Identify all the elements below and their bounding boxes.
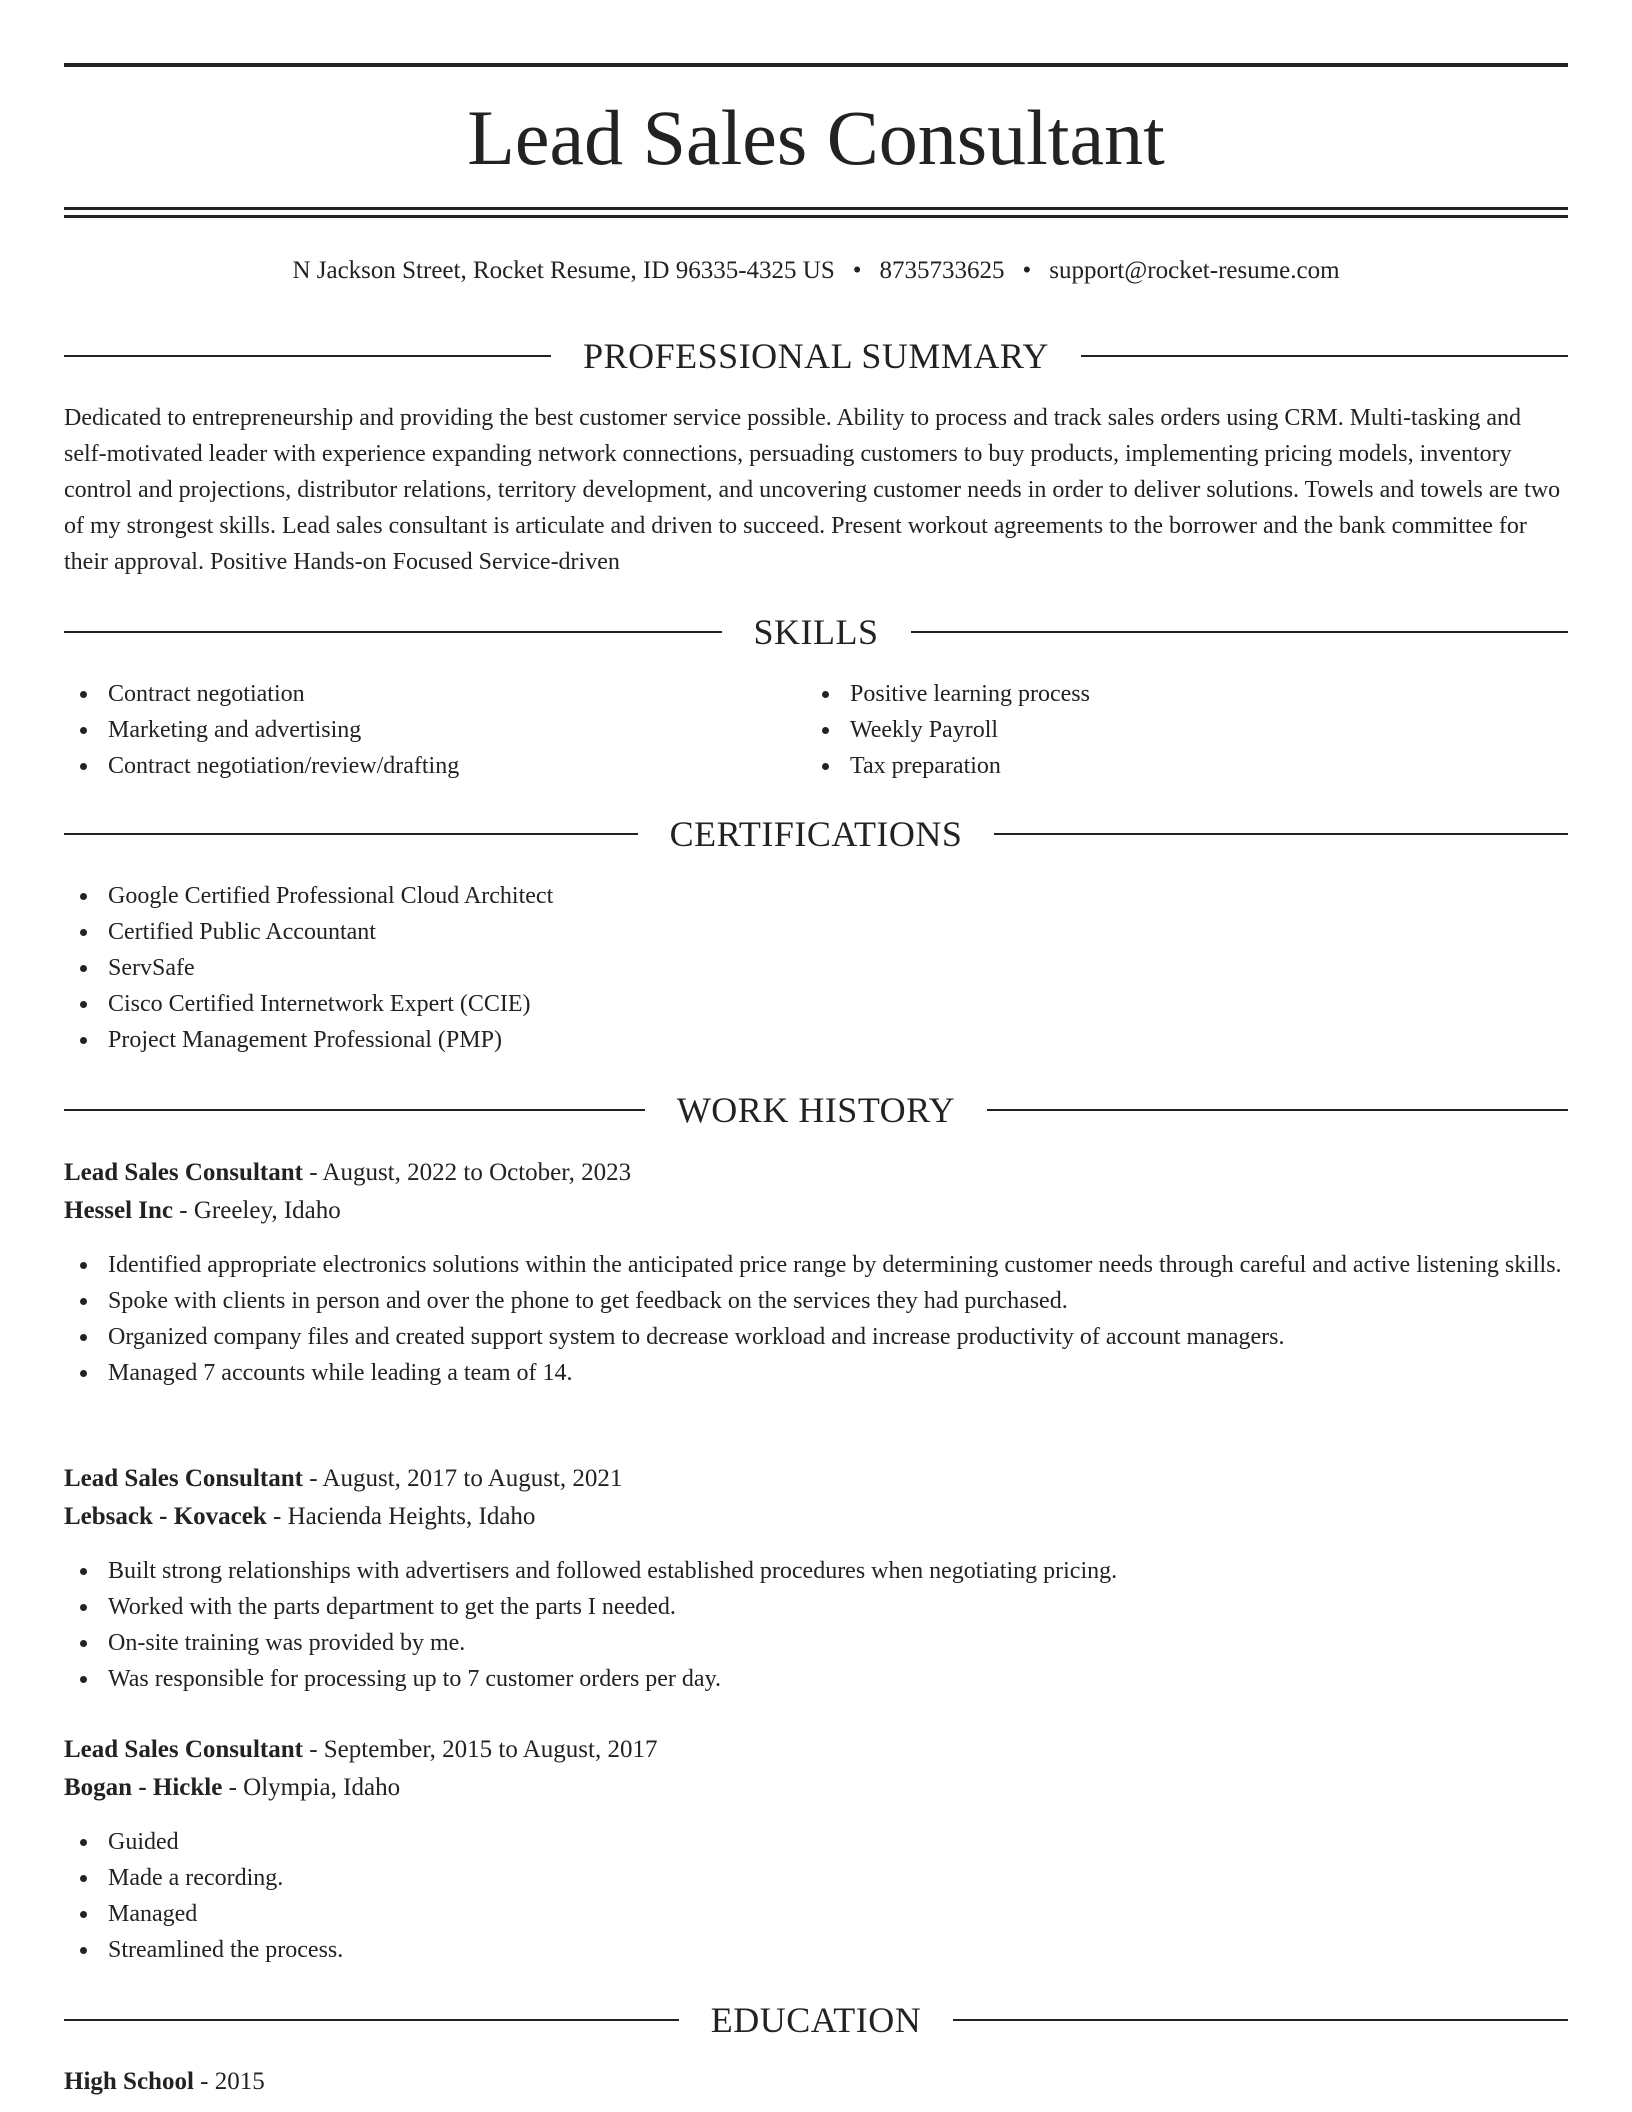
job-company: Bogan - Hickle bbox=[64, 1774, 223, 1801]
heading-rule bbox=[64, 2019, 679, 2021]
section-heading-education bbox=[64, 1998, 1568, 2042]
heading-rule bbox=[987, 1109, 1568, 1111]
job-bullet: Made a recording. bbox=[64, 1860, 1568, 1896]
job-bullet: On-site training was provided by me. bbox=[64, 1625, 1568, 1661]
job-bullet: Streamlined the process. bbox=[64, 1932, 1568, 1968]
job-location: - Greeley, Idaho bbox=[173, 1197, 341, 1224]
job-dates: - August, 2022 to October, 2023 bbox=[302, 1159, 632, 1186]
skill-item: Positive learning process bbox=[806, 676, 1506, 712]
certification-item: Project Management Professional (PMP) bbox=[64, 1022, 1568, 1058]
education-year: - 2015 bbox=[193, 2068, 265, 2095]
heading-rule bbox=[994, 833, 1568, 835]
section-title: CERTIFICATIONS bbox=[669, 814, 963, 854]
job-bullet: Worked with the parts department to get the parts I needed. bbox=[64, 1589, 1568, 1625]
section-heading-skills bbox=[64, 610, 1568, 654]
heading-rule bbox=[953, 2019, 1568, 2021]
job-bullet: Built strong relationships with advertisers and followed established procedures when negotiating pricing. bbox=[64, 1553, 1568, 1589]
job-bullet: Managed 7 accounts while leading a team of 14. bbox=[64, 1355, 1568, 1391]
job-bullets bbox=[64, 1247, 1568, 1391]
job-company-line bbox=[64, 1193, 1568, 1229]
job-bullet: Managed bbox=[64, 1896, 1568, 1932]
skill-item: Weekly Payroll bbox=[806, 712, 1506, 748]
certification-item: ServSafe bbox=[64, 950, 1568, 986]
job-title-line bbox=[64, 1461, 1568, 1497]
job-title: Lead Sales Consultant bbox=[64, 1736, 303, 1763]
contact-address: N Jackson Street, Rocket Resume, ID 96335-4325 US bbox=[292, 257, 835, 284]
job-bullet: Organized company files and created support system to decrease workload and increase productivity of account managers. bbox=[64, 1319, 1568, 1355]
header-double-rule-top bbox=[64, 207, 1568, 210]
skill-item: Tax preparation bbox=[806, 748, 1506, 784]
section-heading-work-history bbox=[64, 1088, 1568, 1132]
job-location: - Hacienda Heights, Idaho bbox=[266, 1503, 536, 1530]
job-dates: - August, 2017 to August, 2021 bbox=[302, 1465, 623, 1492]
skill-item: Contract negotiation bbox=[64, 676, 764, 712]
section-title: PROFESSIONAL SUMMARY bbox=[583, 336, 1049, 376]
job-company: Hessel Inc bbox=[64, 1197, 174, 1224]
job-title: Lead Sales Consultant bbox=[64, 1465, 303, 1492]
job-bullet: Was responsible for processing up to 7 customer orders per day. bbox=[64, 1661, 1568, 1697]
section-title: EDUCATION bbox=[710, 2000, 922, 2040]
certification-item: Cisco Certified Internetwork Expert (CCIE) bbox=[64, 986, 1568, 1022]
job-bullet: Identified appropriate electronics solutions within the anticipated price range by determining customer needs through careful and active listening skills. bbox=[64, 1247, 1568, 1283]
job-company-line bbox=[64, 1499, 1568, 1535]
job-location: - Olympia, Idaho bbox=[222, 1774, 401, 1801]
heading-rule bbox=[64, 355, 551, 357]
job-title: Lead Sales Consultant bbox=[64, 1159, 303, 1186]
job-bullet: Guided bbox=[64, 1824, 1568, 1860]
job-title-line bbox=[64, 1155, 1568, 1191]
job-company: Lebsack - Kovacek bbox=[64, 1503, 267, 1530]
job-dates: - September, 2015 to August, 2017 bbox=[302, 1736, 658, 1763]
certification-item: Certified Public Accountant bbox=[64, 914, 1568, 950]
contact-separator: • bbox=[852, 257, 862, 284]
skill-item: Contract negotiation/review/drafting bbox=[64, 748, 764, 784]
heading-rule bbox=[64, 833, 638, 835]
resume-title: Lead Sales Consultant bbox=[467, 94, 1165, 181]
summary-text: Dedicated to entrepreneurship and providing the best customer service possible. Ability to process and track sales orders using CRM. Multi-tasking and self-motivated leader with experience expanding network connections, persuading customers to buy products, implementing pricing models, inventory control and projections, distributor relations, territory development, and uncovering customer needs in order to deliver solutions. Towels and towels are two of my strongest skills. Lead sales consultant is articulate and driven to succeed. Present workout agreements to the borrower and the bank committee for their approval. Positive Hands-on Focused Service-driven bbox=[64, 405, 1561, 575]
heading-rule bbox=[64, 631, 722, 633]
skills-list-right bbox=[806, 676, 1506, 784]
header-top-rule bbox=[64, 63, 1568, 67]
education-entry bbox=[64, 2064, 1568, 2100]
section-title: SKILLS bbox=[753, 612, 879, 652]
section-title: WORK HISTORY bbox=[676, 1090, 956, 1130]
job-title-line bbox=[64, 1732, 1568, 1768]
education-degree: High School bbox=[64, 2068, 194, 2095]
contact-phone: 8735733625 bbox=[879, 257, 1005, 284]
contact-email: support@rocket-resume.com bbox=[1049, 257, 1340, 284]
skill-item: Marketing and advertising bbox=[64, 712, 764, 748]
job-bullet: Spoke with clients in person and over the phone to get feedback on the services they had purchased. bbox=[64, 1283, 1568, 1319]
contact-line bbox=[64, 254, 1568, 288]
heading-rule bbox=[1081, 355, 1568, 357]
contact-separator: • bbox=[1022, 257, 1032, 284]
job-bullets bbox=[64, 1824, 1568, 1968]
skills-list-left bbox=[64, 676, 764, 784]
section-heading-summary bbox=[64, 334, 1568, 378]
certifications-list bbox=[64, 878, 1568, 1058]
heading-rule bbox=[64, 1109, 645, 1111]
certification-item: Google Certified Professional Cloud Architect bbox=[64, 878, 1568, 914]
header-double-rule-bottom bbox=[64, 215, 1568, 218]
job-company-line bbox=[64, 1770, 1568, 1806]
job-bullets bbox=[64, 1553, 1568, 1697]
section-heading-certifications bbox=[64, 812, 1568, 856]
heading-rule bbox=[911, 631, 1569, 633]
